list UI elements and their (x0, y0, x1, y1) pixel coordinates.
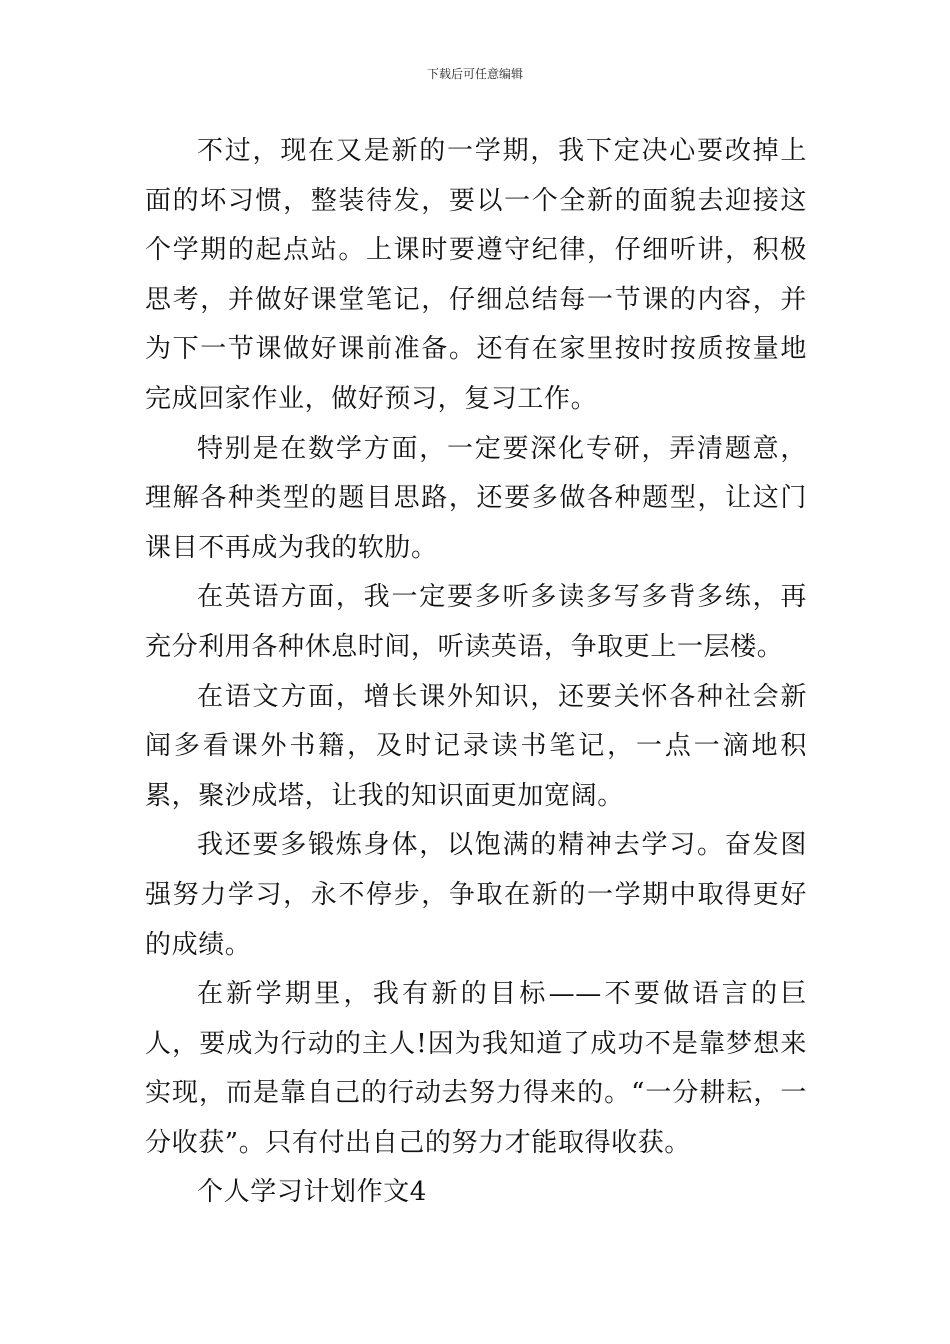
paragraph-english: 在英语方面，我一定要多听多读多写多背多练，再充分利用各种休息时间，听读英语，争取更上一层楼。 (145, 582, 807, 662)
document-body (145, 127, 807, 1218)
paragraph-chinese: 在语文方面，增长课外知识，还要关怀各种社会新闻多看课外书籍，及时记录读书笔记，一点一滴地积累，聚沙成塔，让我的知识面更加宽阔。 (145, 681, 807, 811)
section-heading: 个人学习计划作文4 (197, 1177, 427, 1208)
paragraph-new-semester-resolution: 不过，现在又是新的一学期，我下定决心要改掉上面的坏习惯，整装待发，要以一个全新的面貌去迎接这个学期的起点站。上课时要遵守纪律，仔细听讲，积极思考，并做好课堂笔记，仔细总结每一节课的内容，并为下一节课做好课前准备。还有在家里按时按质按量地完成回家作业，做好预习，复习工作。 (145, 136, 807, 414)
paragraph-goals: 在新学期里，我有新的目标——不要做语言的巨人，要成为行动的主人!因为我知道了成功不是靠梦想来实现，而是靠自己的行动去努力得来的。“一分耕耘，一分收获”。只有付出自己的努力才能取得收获。 (145, 979, 807, 1158)
paragraph-exercise: 我还要多锻炼身体，以饱满的精神去学习。奋发图强努力学习，永不停步，争取在新的一学期中取得更好的成绩。 (145, 830, 807, 960)
page-header: 下载后可任意编辑 (426, 67, 523, 81)
paragraph-math: 特别是在数学方面，一定要深化专研，弄清题意，理解各种类型的题目思路，还要多做各种题型，让这门课目不再成为我的软肋。 (145, 433, 807, 563)
